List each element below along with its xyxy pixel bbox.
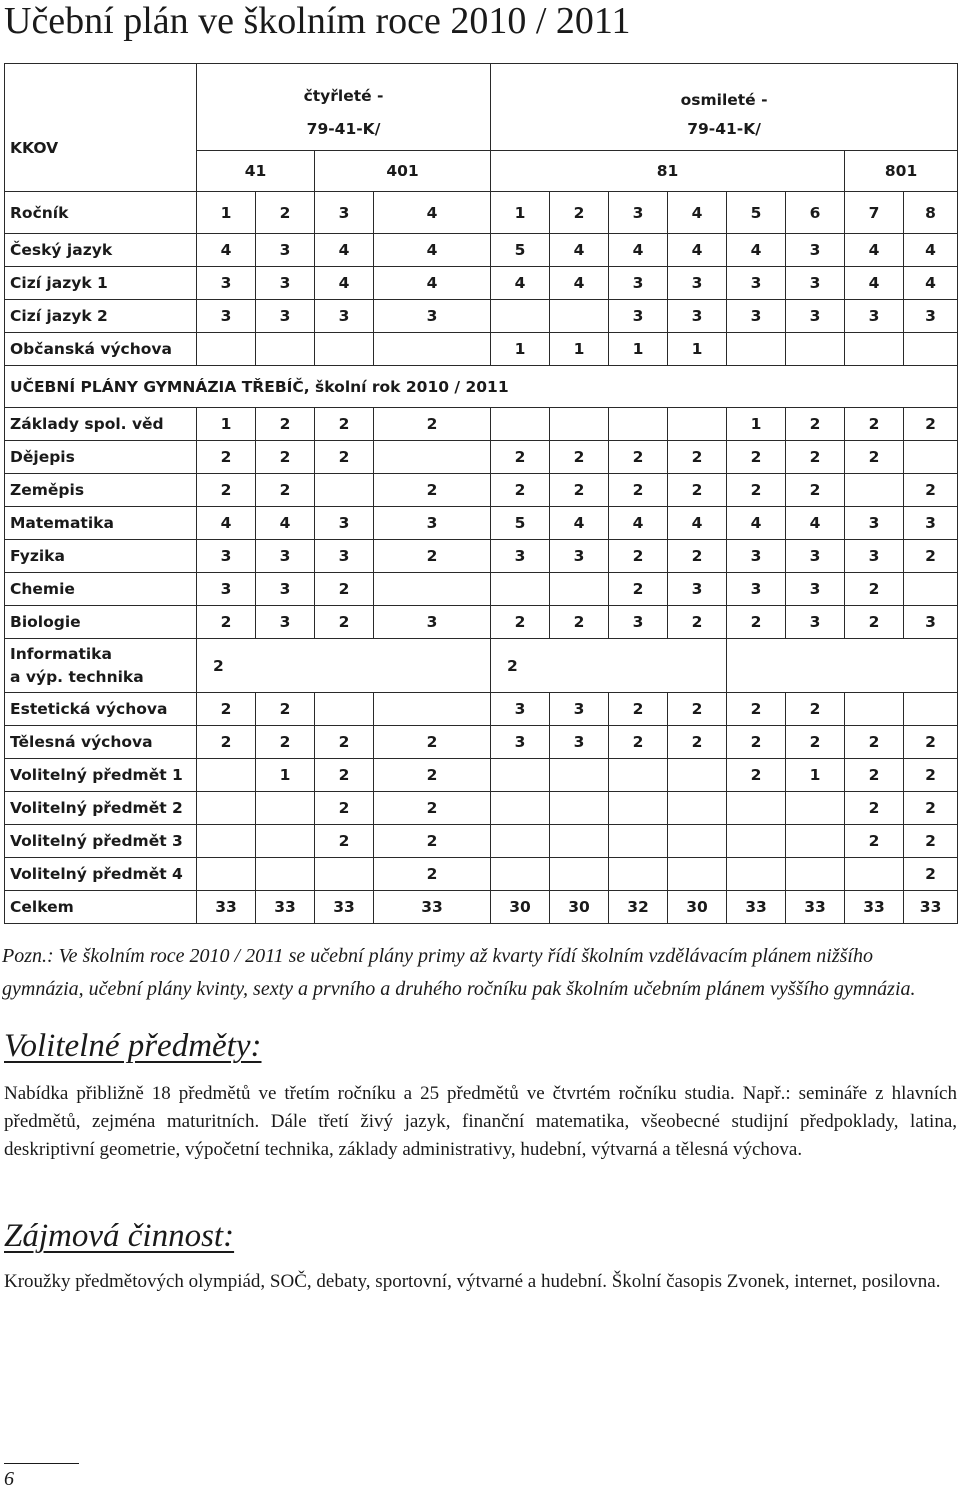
value-cell: 2 — [315, 759, 374, 792]
grade-cell: 5 — [727, 192, 786, 234]
grade-cell: 4 — [668, 192, 727, 234]
value-cell — [550, 573, 609, 606]
value-cell: 3 — [786, 300, 845, 333]
value-cell: 2 — [197, 693, 256, 726]
value-cell: 4 — [550, 267, 609, 300]
four-year-title: čtyřleté - — [197, 64, 491, 109]
value-cell: 3 — [197, 300, 256, 333]
table-note: Pozn.: Ve školním roce 2010 / 2011 se učební plány primy až kvarty řídí školním vzdělávacím plánem nižšího gymnázia, učební plány kvinty, sexty a prvního a druhého ročníku pak školním učebním plánem vyššího gymnázia. — [2, 945, 916, 1000]
value-cell: 3 — [904, 300, 958, 333]
value-cell: 3 — [491, 540, 550, 573]
value-cell: 2 — [727, 441, 786, 474]
value-cell — [668, 792, 727, 825]
value-cell: 33 — [786, 891, 845, 924]
value-cell: 3 — [904, 507, 958, 540]
value-cell: 1 — [256, 759, 315, 792]
value-cell: 4 — [374, 267, 491, 300]
value-cell: 4 — [668, 507, 727, 540]
grade-cell: 3 — [315, 192, 374, 234]
activities-heading: Zájmová činnost: — [4, 1218, 235, 1254]
value-cell: 3 — [845, 540, 904, 573]
value-cell: 2 — [845, 792, 904, 825]
value-cell: 2 — [374, 792, 491, 825]
value-cell — [256, 825, 315, 858]
value-cell: 3 — [727, 540, 786, 573]
value-cell: 2 — [315, 726, 374, 759]
value-cell — [197, 759, 256, 792]
value-cell — [845, 474, 904, 507]
value-cell: 2 — [256, 474, 315, 507]
value-cell: 3 — [315, 300, 374, 333]
table-row — [5, 693, 958, 726]
value-cell: 3 — [727, 300, 786, 333]
value-cell: 2 — [315, 606, 374, 639]
value-cell: 3 — [256, 300, 315, 333]
value-cell: 4 — [727, 234, 786, 267]
value-cell: 5 — [491, 507, 550, 540]
value-cell: 2 — [315, 408, 374, 441]
value-cell: 3 — [668, 573, 727, 606]
value-cell: 3 — [256, 606, 315, 639]
value-cell: 4 — [904, 234, 958, 267]
value-cell: 2 — [315, 825, 374, 858]
value-cell: 3 — [786, 573, 845, 606]
value-cell: 2 — [727, 693, 786, 726]
four-year-branch-a: 41 — [197, 151, 315, 192]
value-cell: 2 — [256, 726, 315, 759]
value-cell: 2 — [374, 726, 491, 759]
grade-cell: 8 — [904, 192, 958, 234]
value-cell: 2 — [609, 693, 668, 726]
value-cell: 2 — [609, 441, 668, 474]
value-cell: 30 — [550, 891, 609, 924]
value-cell: 2 — [374, 474, 491, 507]
value-cell — [904, 333, 958, 366]
value-cell: 3 — [374, 300, 491, 333]
value-cell — [786, 792, 845, 825]
value-cell: 3 — [668, 267, 727, 300]
value-cell — [550, 408, 609, 441]
table-row — [5, 891, 958, 924]
section-heading: UČEBNÍ PLÁNY GYMNÁZIA TŘEBÍČ, školní rok 2010 / 2011 — [5, 366, 958, 408]
value-cell: 3 — [727, 573, 786, 606]
value-cell: 3 — [727, 267, 786, 300]
value-cell: 3 — [845, 507, 904, 540]
value-cell: 2 — [315, 573, 374, 606]
value-cell: 33 — [727, 891, 786, 924]
value-cell: 2 — [609, 540, 668, 573]
value-cell: 2 — [197, 441, 256, 474]
value-cell: 2 — [904, 825, 958, 858]
value-cell — [845, 693, 904, 726]
value-cell — [197, 825, 256, 858]
value-cell: 2 — [845, 573, 904, 606]
four-year-code: 79-41-K/ — [197, 109, 491, 151]
value-cell — [374, 573, 491, 606]
value-cell: 33 — [374, 891, 491, 924]
value-cell: 1 — [609, 333, 668, 366]
value-cell: 2 — [845, 441, 904, 474]
value-cell — [550, 825, 609, 858]
value-cell: 2 — [550, 606, 609, 639]
table-row — [5, 573, 958, 606]
value-cell: 2 — [904, 408, 958, 441]
value-cell: 2 — [256, 693, 315, 726]
value-cell: 33 — [197, 891, 256, 924]
subject-label: Celkem — [5, 891, 197, 924]
value-cell: 33 — [315, 891, 374, 924]
value-cell: 4 — [197, 234, 256, 267]
eight-year-value-cell: 2 — [491, 639, 727, 693]
subject-label: Chemie — [5, 573, 197, 606]
grade-cell: 3 — [609, 192, 668, 234]
value-cell — [550, 858, 609, 891]
value-cell: 30 — [491, 891, 550, 924]
four-year-branch-b: 401 — [315, 151, 491, 192]
value-cell — [374, 333, 491, 366]
value-cell: 3 — [197, 573, 256, 606]
value-cell: 3 — [256, 267, 315, 300]
value-cell: 2 — [197, 606, 256, 639]
table-row — [5, 267, 958, 300]
value-cell: 2 — [727, 606, 786, 639]
value-cell: 2 — [786, 408, 845, 441]
value-cell: 3 — [374, 507, 491, 540]
grade-cell: 1 — [197, 192, 256, 234]
value-cell — [491, 300, 550, 333]
value-cell — [609, 792, 668, 825]
value-cell — [491, 759, 550, 792]
value-cell: 2 — [727, 726, 786, 759]
value-cell — [315, 693, 374, 726]
value-cell: 33 — [904, 891, 958, 924]
table-row — [5, 540, 958, 573]
grade-cell: 7 — [845, 192, 904, 234]
subject-label: Cizí jazyk 1 — [5, 267, 197, 300]
grade-cell: 4 — [374, 192, 491, 234]
value-cell — [668, 408, 727, 441]
value-cell: 2 — [256, 408, 315, 441]
value-cell — [727, 858, 786, 891]
value-cell: 3 — [256, 573, 315, 606]
grade-label: Ročník — [5, 192, 197, 234]
table-row — [5, 408, 958, 441]
value-cell: 2 — [904, 792, 958, 825]
value-cell: 2 — [315, 792, 374, 825]
value-cell — [491, 858, 550, 891]
value-cell — [668, 858, 727, 891]
value-cell: 2 — [845, 606, 904, 639]
value-cell: 4 — [374, 234, 491, 267]
value-cell: 3 — [904, 606, 958, 639]
subject-label: Volitelný předmět 3 — [5, 825, 197, 858]
value-cell — [315, 474, 374, 507]
subject-label: Tělesná výchova — [5, 726, 197, 759]
value-cell — [668, 825, 727, 858]
value-cell: 3 — [197, 267, 256, 300]
value-cell — [315, 858, 374, 891]
value-cell: 4 — [256, 507, 315, 540]
value-cell: 32 — [609, 891, 668, 924]
table-row — [5, 474, 958, 507]
value-cell: 5 — [491, 234, 550, 267]
subject-label: Volitelný předmět 2 — [5, 792, 197, 825]
value-cell: 2 — [904, 726, 958, 759]
value-cell: 3 — [786, 267, 845, 300]
subject-label — [5, 639, 197, 693]
value-cell: 1 — [786, 759, 845, 792]
subject-label: Matematika — [5, 507, 197, 540]
value-cell: 3 — [786, 606, 845, 639]
value-cell: 33 — [845, 891, 904, 924]
subject-label: Volitelný předmět 1 — [5, 759, 197, 792]
four-year-value-cell: 2 — [197, 639, 491, 693]
activities-text: Kroužky předmětových olympiád, SOČ, debaty, sportovní, výtvarné a hudební. Školní časopis Zvonek, internet, posilovna. — [4, 1271, 941, 1292]
value-cell: 2 — [609, 573, 668, 606]
value-cell: 2 — [786, 726, 845, 759]
value-cell — [668, 759, 727, 792]
value-cell — [786, 858, 845, 891]
value-cell — [609, 408, 668, 441]
value-cell: 4 — [550, 507, 609, 540]
value-cell: 3 — [845, 300, 904, 333]
value-cell: 3 — [609, 606, 668, 639]
value-cell: 2 — [256, 441, 315, 474]
value-cell: 3 — [315, 507, 374, 540]
value-cell: 3 — [315, 540, 374, 573]
table-row — [5, 333, 958, 366]
eight-year-title: osmileté - — [491, 64, 958, 109]
value-cell — [845, 858, 904, 891]
table-row — [5, 858, 958, 891]
table-row — [5, 606, 958, 639]
value-cell: 2 — [609, 474, 668, 507]
value-cell: 3 — [256, 234, 315, 267]
value-cell — [315, 333, 374, 366]
value-cell: 3 — [491, 693, 550, 726]
grade-cell: 2 — [550, 192, 609, 234]
value-cell — [550, 759, 609, 792]
section-row — [5, 366, 958, 408]
value-cell: 4 — [197, 507, 256, 540]
value-cell: 2 — [491, 474, 550, 507]
page-title: Učební plán ve školním roce 2010 / 2011 — [4, 0, 631, 42]
value-cell — [491, 573, 550, 606]
table-row — [5, 639, 958, 693]
value-cell — [786, 825, 845, 858]
value-cell: 3 — [609, 267, 668, 300]
value-cell: 2 — [668, 606, 727, 639]
value-cell: 2 — [668, 726, 727, 759]
value-cell — [609, 858, 668, 891]
table-row — [5, 792, 958, 825]
value-cell: 2 — [374, 759, 491, 792]
value-cell: 4 — [315, 234, 374, 267]
value-cell: 2 — [609, 726, 668, 759]
value-cell — [197, 792, 256, 825]
value-cell: 2 — [550, 441, 609, 474]
value-cell: 2 — [727, 474, 786, 507]
value-cell — [904, 573, 958, 606]
value-cell: 30 — [668, 891, 727, 924]
value-cell: 2 — [845, 408, 904, 441]
value-cell: 1 — [550, 333, 609, 366]
value-cell: 2 — [904, 540, 958, 573]
value-cell: 2 — [550, 474, 609, 507]
value-cell — [727, 333, 786, 366]
value-cell — [786, 333, 845, 366]
subject-label-line: a výp. technika — [10, 667, 144, 686]
value-cell: 2 — [491, 441, 550, 474]
value-cell: 1 — [727, 408, 786, 441]
value-cell — [727, 825, 786, 858]
value-cell: 4 — [609, 234, 668, 267]
subject-label: Biologie — [5, 606, 197, 639]
value-cell — [609, 759, 668, 792]
value-cell: 2 — [374, 408, 491, 441]
curriculum-table — [4, 63, 958, 924]
subject-label: Volitelný předmět 4 — [5, 858, 197, 891]
table-row — [5, 759, 958, 792]
value-cell: 4 — [491, 267, 550, 300]
value-cell: 1 — [668, 333, 727, 366]
value-cell: 2 — [668, 540, 727, 573]
value-cell: 3 — [197, 540, 256, 573]
value-cell: 2 — [491, 606, 550, 639]
value-cell: 3 — [786, 540, 845, 573]
value-cell: 4 — [315, 267, 374, 300]
value-cell: 33 — [256, 891, 315, 924]
value-cell: 2 — [845, 726, 904, 759]
table-row — [5, 234, 958, 267]
grade-row — [5, 192, 958, 234]
value-cell: 3 — [609, 300, 668, 333]
subject-label: Cizí jazyk 2 — [5, 300, 197, 333]
subject-label-line: Informatika — [10, 644, 112, 663]
value-cell: 4 — [786, 507, 845, 540]
table-row — [5, 441, 958, 474]
electives-text: Nabídka přibližně 18 předmětů ve třetím ročníku a 25 předmětů ve čtvrtém ročníku studia. Např.: semináře z hlavních předmětů, zejména maturitních. Dále třetí živý jazyk, finanční matematika, všeobecné studijní předpoklady, latina, deskriptivní geometrie, výpočetní technika, základy administrativy, hudební, výtvarná a tělesná výchova. — [4, 1083, 957, 1160]
value-cell: 4 — [727, 507, 786, 540]
value-cell — [374, 693, 491, 726]
value-cell — [845, 333, 904, 366]
subject-label: Občanská výchova — [5, 333, 197, 366]
subject-label: Dějepis — [5, 441, 197, 474]
eight-year-branch-a: 81 — [491, 151, 845, 192]
value-cell: 2 — [315, 441, 374, 474]
value-cell — [197, 333, 256, 366]
value-cell: 3 — [550, 540, 609, 573]
grade-cell: 6 — [786, 192, 845, 234]
eight-year-branch-b: 801 — [845, 151, 958, 192]
kkov-label: KKOV — [5, 64, 197, 192]
table-row — [5, 300, 958, 333]
value-cell — [197, 858, 256, 891]
value-cell: 2 — [374, 858, 491, 891]
value-cell — [256, 858, 315, 891]
value-cell: 2 — [904, 858, 958, 891]
value-cell — [904, 441, 958, 474]
value-cell: 3 — [550, 693, 609, 726]
value-cell: 2 — [904, 759, 958, 792]
page-number: 6 — [4, 1468, 14, 1490]
subject-label: Fyzika — [5, 540, 197, 573]
value-cell — [491, 792, 550, 825]
value-cell: 1 — [197, 408, 256, 441]
table-row — [5, 825, 958, 858]
value-cell: 2 — [786, 693, 845, 726]
value-cell: 2 — [668, 474, 727, 507]
value-cell: 3 — [550, 726, 609, 759]
grade-cell: 1 — [491, 192, 550, 234]
value-cell — [550, 792, 609, 825]
value-cell: 4 — [550, 234, 609, 267]
grade-cell: 2 — [256, 192, 315, 234]
value-cell — [491, 825, 550, 858]
value-cell: 2 — [786, 441, 845, 474]
value-cell — [904, 693, 958, 726]
table-row — [5, 726, 958, 759]
value-cell: 4 — [609, 507, 668, 540]
value-cell: 3 — [374, 606, 491, 639]
value-cell — [491, 408, 550, 441]
value-cell: 3 — [491, 726, 550, 759]
subject-label: Český jazyk — [5, 234, 197, 267]
value-cell: 4 — [904, 267, 958, 300]
value-cell: 4 — [668, 234, 727, 267]
value-cell — [374, 441, 491, 474]
subject-label: Estetická výchova — [5, 693, 197, 726]
value-cell: 1 — [491, 333, 550, 366]
value-cell: 4 — [845, 234, 904, 267]
value-cell: 2 — [668, 693, 727, 726]
value-cell: 4 — [845, 267, 904, 300]
value-cell: 2 — [904, 474, 958, 507]
eight-year-code: 79-41-K/ — [491, 109, 958, 151]
value-cell: 2 — [845, 759, 904, 792]
value-cell — [256, 792, 315, 825]
value-cell — [727, 792, 786, 825]
value-cell: 2 — [374, 825, 491, 858]
header-row-type — [5, 64, 958, 109]
value-cell: 3 — [786, 234, 845, 267]
value-cell: 2 — [845, 825, 904, 858]
value-cell: 2 — [786, 474, 845, 507]
empty-cell — [727, 639, 958, 693]
subject-label: Základy spol. věd — [5, 408, 197, 441]
footer-rule — [4, 1463, 79, 1464]
value-cell: 3 — [256, 540, 315, 573]
table-row — [5, 507, 958, 540]
value-cell — [609, 825, 668, 858]
subject-label: Zeměpis — [5, 474, 197, 507]
electives-heading: Volitelné předměty: — [4, 1028, 262, 1064]
value-cell — [550, 300, 609, 333]
value-cell — [256, 333, 315, 366]
value-cell: 3 — [668, 300, 727, 333]
value-cell: 2 — [197, 726, 256, 759]
value-cell: 2 — [668, 441, 727, 474]
value-cell: 2 — [727, 759, 786, 792]
value-cell: 2 — [197, 474, 256, 507]
value-cell: 2 — [374, 540, 491, 573]
